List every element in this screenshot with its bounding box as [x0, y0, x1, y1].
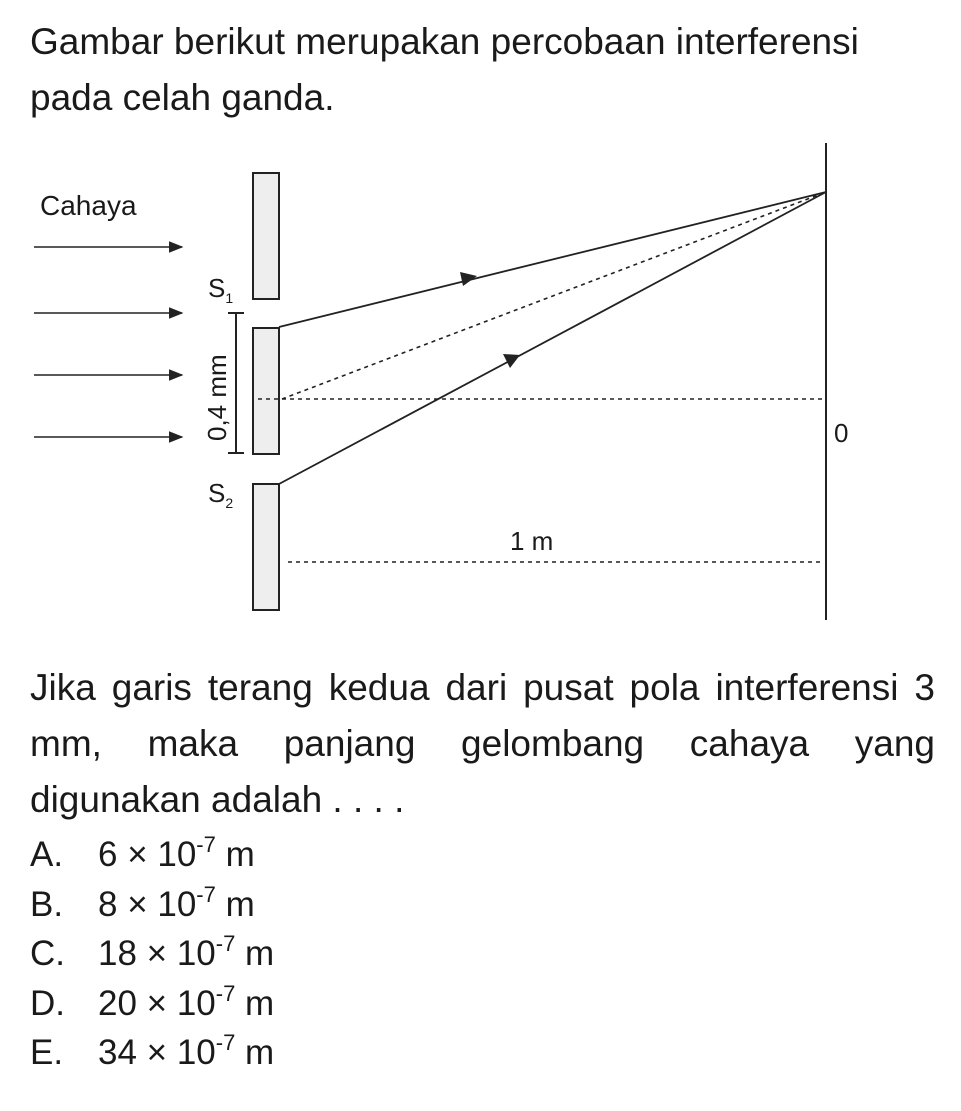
- answer-options: [30, 830, 274, 1078]
- option-coefficient: 20 × 10: [98, 983, 216, 1023]
- option-letter: B.: [30, 884, 64, 924]
- barrier-bottom-segment: [253, 484, 279, 610]
- option-c[interactable]: [30, 929, 274, 979]
- slit1-label: $S_1$: [208, 273, 234, 306]
- light-label: Cahaya: [40, 190, 137, 221]
- option-e[interactable]: [30, 1028, 274, 1078]
- slit2-label: $S_2$: [208, 478, 234, 511]
- option-unit: m: [215, 884, 255, 924]
- center-label: 0: [834, 418, 849, 448]
- option-coefficient: 34 × 10: [98, 1033, 216, 1072]
- midpoint-ray: [282, 192, 826, 399]
- option-exponent: -7: [196, 881, 216, 907]
- option-unit: m: [215, 835, 255, 874]
- option-exponent: -7: [196, 832, 216, 857]
- slit-barrier: [253, 173, 279, 610]
- ray-from-s1: [279, 192, 826, 327]
- question-text: Jika garis terang kedua dari pusat pola interferensi 3 mm, maka panjang gelombang cahaya yang digunakan adalah . . . .: [30, 667, 935, 820]
- option-letter: C.: [30, 934, 65, 973]
- option-d[interactable]: [30, 979, 274, 1029]
- distance-label: 1 m: [510, 526, 554, 556]
- option-exponent: -7: [215, 1030, 236, 1055]
- option-exponent: -7: [215, 931, 236, 956]
- option-b[interactable]: [30, 880, 274, 930]
- slit-separation-label: 0,4 mm: [202, 354, 232, 441]
- option-letter: A.: [30, 835, 64, 874]
- option-a[interactable]: [30, 830, 274, 880]
- double-slit-diagram: [0, 130, 961, 630]
- option-exponent: -7: [215, 980, 236, 1006]
- ray-s2-arrowhead: [503, 354, 520, 368]
- barrier-top-segment: [253, 173, 279, 299]
- option-coefficient: 6 × 10: [98, 835, 197, 874]
- incoming-light-arrows: [34, 247, 182, 437]
- option-letter: D.: [30, 983, 65, 1023]
- option-coefficient: 18 × 10: [98, 934, 216, 973]
- barrier-middle-segment: [253, 328, 279, 454]
- ray-from-s2: [279, 192, 826, 484]
- intro-text: Gambar berikut merupakan percobaan interferensi pada celah ganda.: [30, 21, 859, 118]
- option-unit: m: [235, 983, 275, 1023]
- option-letter: E.: [30, 1033, 64, 1072]
- option-unit: m: [235, 934, 275, 973]
- option-unit: m: [235, 1033, 275, 1072]
- option-coefficient: 8 × 10: [98, 884, 197, 924]
